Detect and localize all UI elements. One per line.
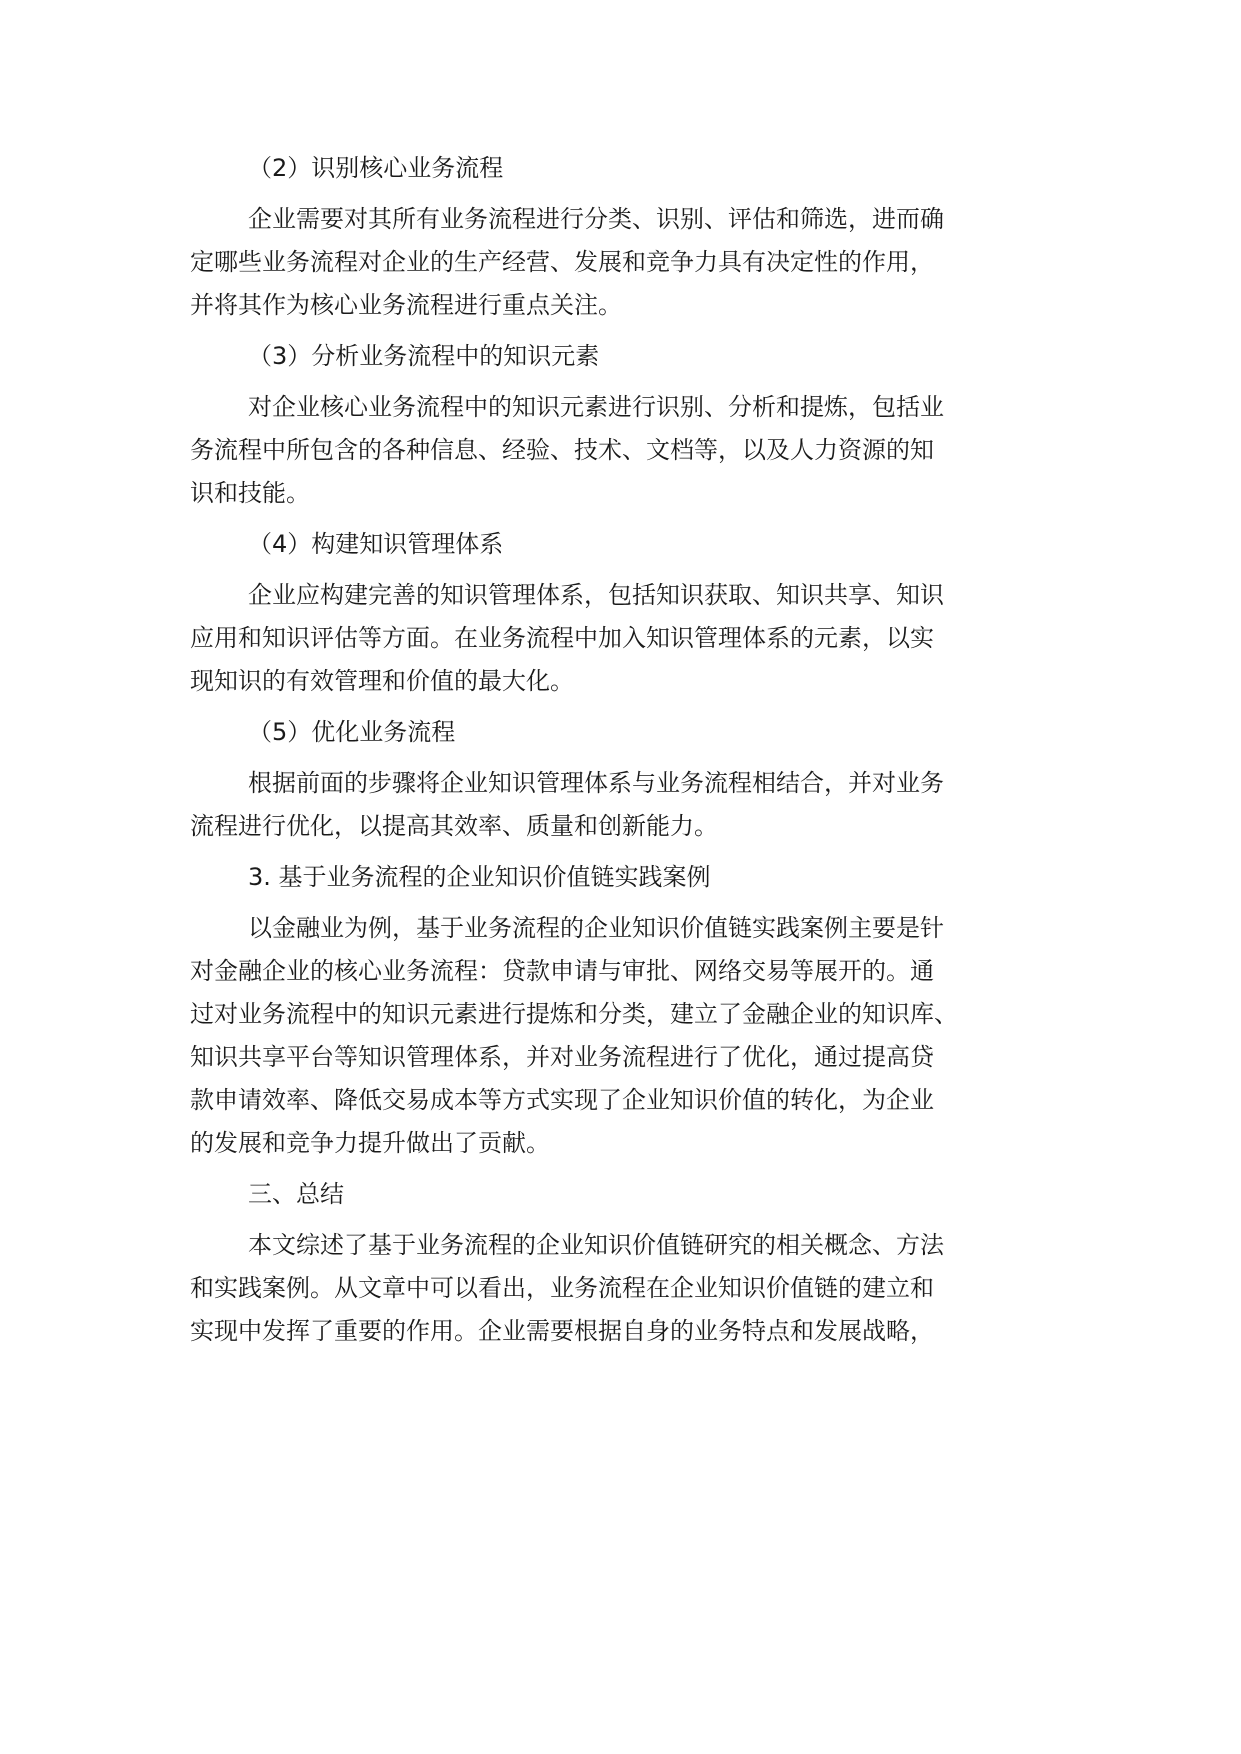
- paragraph-line: 对企业核心业务流程中的知识元素进行识别、分析和提炼，包括业: [248, 393, 944, 421]
- section-heading: （2）识别核心业务流程: [248, 154, 504, 182]
- paragraph-line: 知识共享平台等知识管理体系，并对业务流程进行了优化，通过提高贷: [190, 1043, 934, 1071]
- paragraph: [190, 912, 1080, 1159]
- paragraph-line: 过对业务流程中的知识元素进行提炼和分类，建立了金融企业的知识库、: [190, 1000, 958, 1028]
- section-heading: （5）优化业务流程: [248, 718, 456, 746]
- paragraph-line: 和实践案例。从文章中可以看出，业务流程在企业知识价值链的建立和: [190, 1274, 934, 1302]
- section-heading: （3）分析业务流程中的知识元素: [248, 342, 600, 370]
- paragraph-line: 并将其作为核心业务流程进行重点关注。: [190, 291, 622, 319]
- paragraph-line: 现知识的有效管理和价值的最大化。: [190, 667, 574, 695]
- paragraph-line: 对金融企业的核心业务流程：贷款申请与审批、网络交易等展开的。通: [190, 957, 934, 985]
- paragraph-line: 款申请效率、降低交易成本等方式实现了企业知识价值的转化，为企业: [190, 1086, 934, 1114]
- paragraph-line: 务流程中所包含的各种信息、经验、技术、文档等，以及人力资源的知: [190, 436, 934, 464]
- paragraph-line: 实现中发挥了重要的作用。企业需要根据自身的业务特点和发展战略，: [190, 1317, 934, 1345]
- paragraph-line: 本文综述了基于业务流程的企业知识价值链研究的相关概念、方法: [248, 1231, 944, 1259]
- section-heading: （4）构建知识管理体系: [248, 530, 504, 558]
- document-body: [190, 152, 1080, 1366]
- paragraph: [190, 767, 1080, 842]
- paragraph: [190, 203, 1080, 321]
- paragraph-line: 识和技能。: [190, 479, 310, 507]
- paragraph-line: 定哪些业务流程对企业的生产经营、发展和竞争力具有决定性的作用，: [190, 248, 934, 276]
- paragraph: [190, 579, 1080, 697]
- paragraph: [190, 391, 1080, 509]
- paragraph-line: 企业需要对其所有业务流程进行分类、识别、评估和筛选，进而确: [248, 205, 944, 233]
- paragraph-line: 流程进行优化，以提高其效率、质量和创新能力。: [190, 812, 718, 840]
- paragraph-line: 企业应构建完善的知识管理体系，包括知识获取、知识共享、知识: [248, 581, 944, 609]
- paragraph-line: 以金融业为例，基于业务流程的企业知识价值链实践案例主要是针: [248, 914, 944, 942]
- paragraph-line: 根据前面的步骤将企业知识管理体系与业务流程相结合，并对业务: [248, 769, 944, 797]
- section-heading: 3. 基于业务流程的企业知识价值链实践案例: [248, 863, 711, 891]
- section-heading: 三、总结: [248, 1180, 344, 1208]
- paragraph: [190, 1229, 1080, 1347]
- paragraph-line: 的发展和竞争力提升做出了贡献。: [190, 1129, 550, 1157]
- paragraph-line: 应用和知识评估等方面。在业务流程中加入知识管理体系的元素，以实: [190, 624, 934, 652]
